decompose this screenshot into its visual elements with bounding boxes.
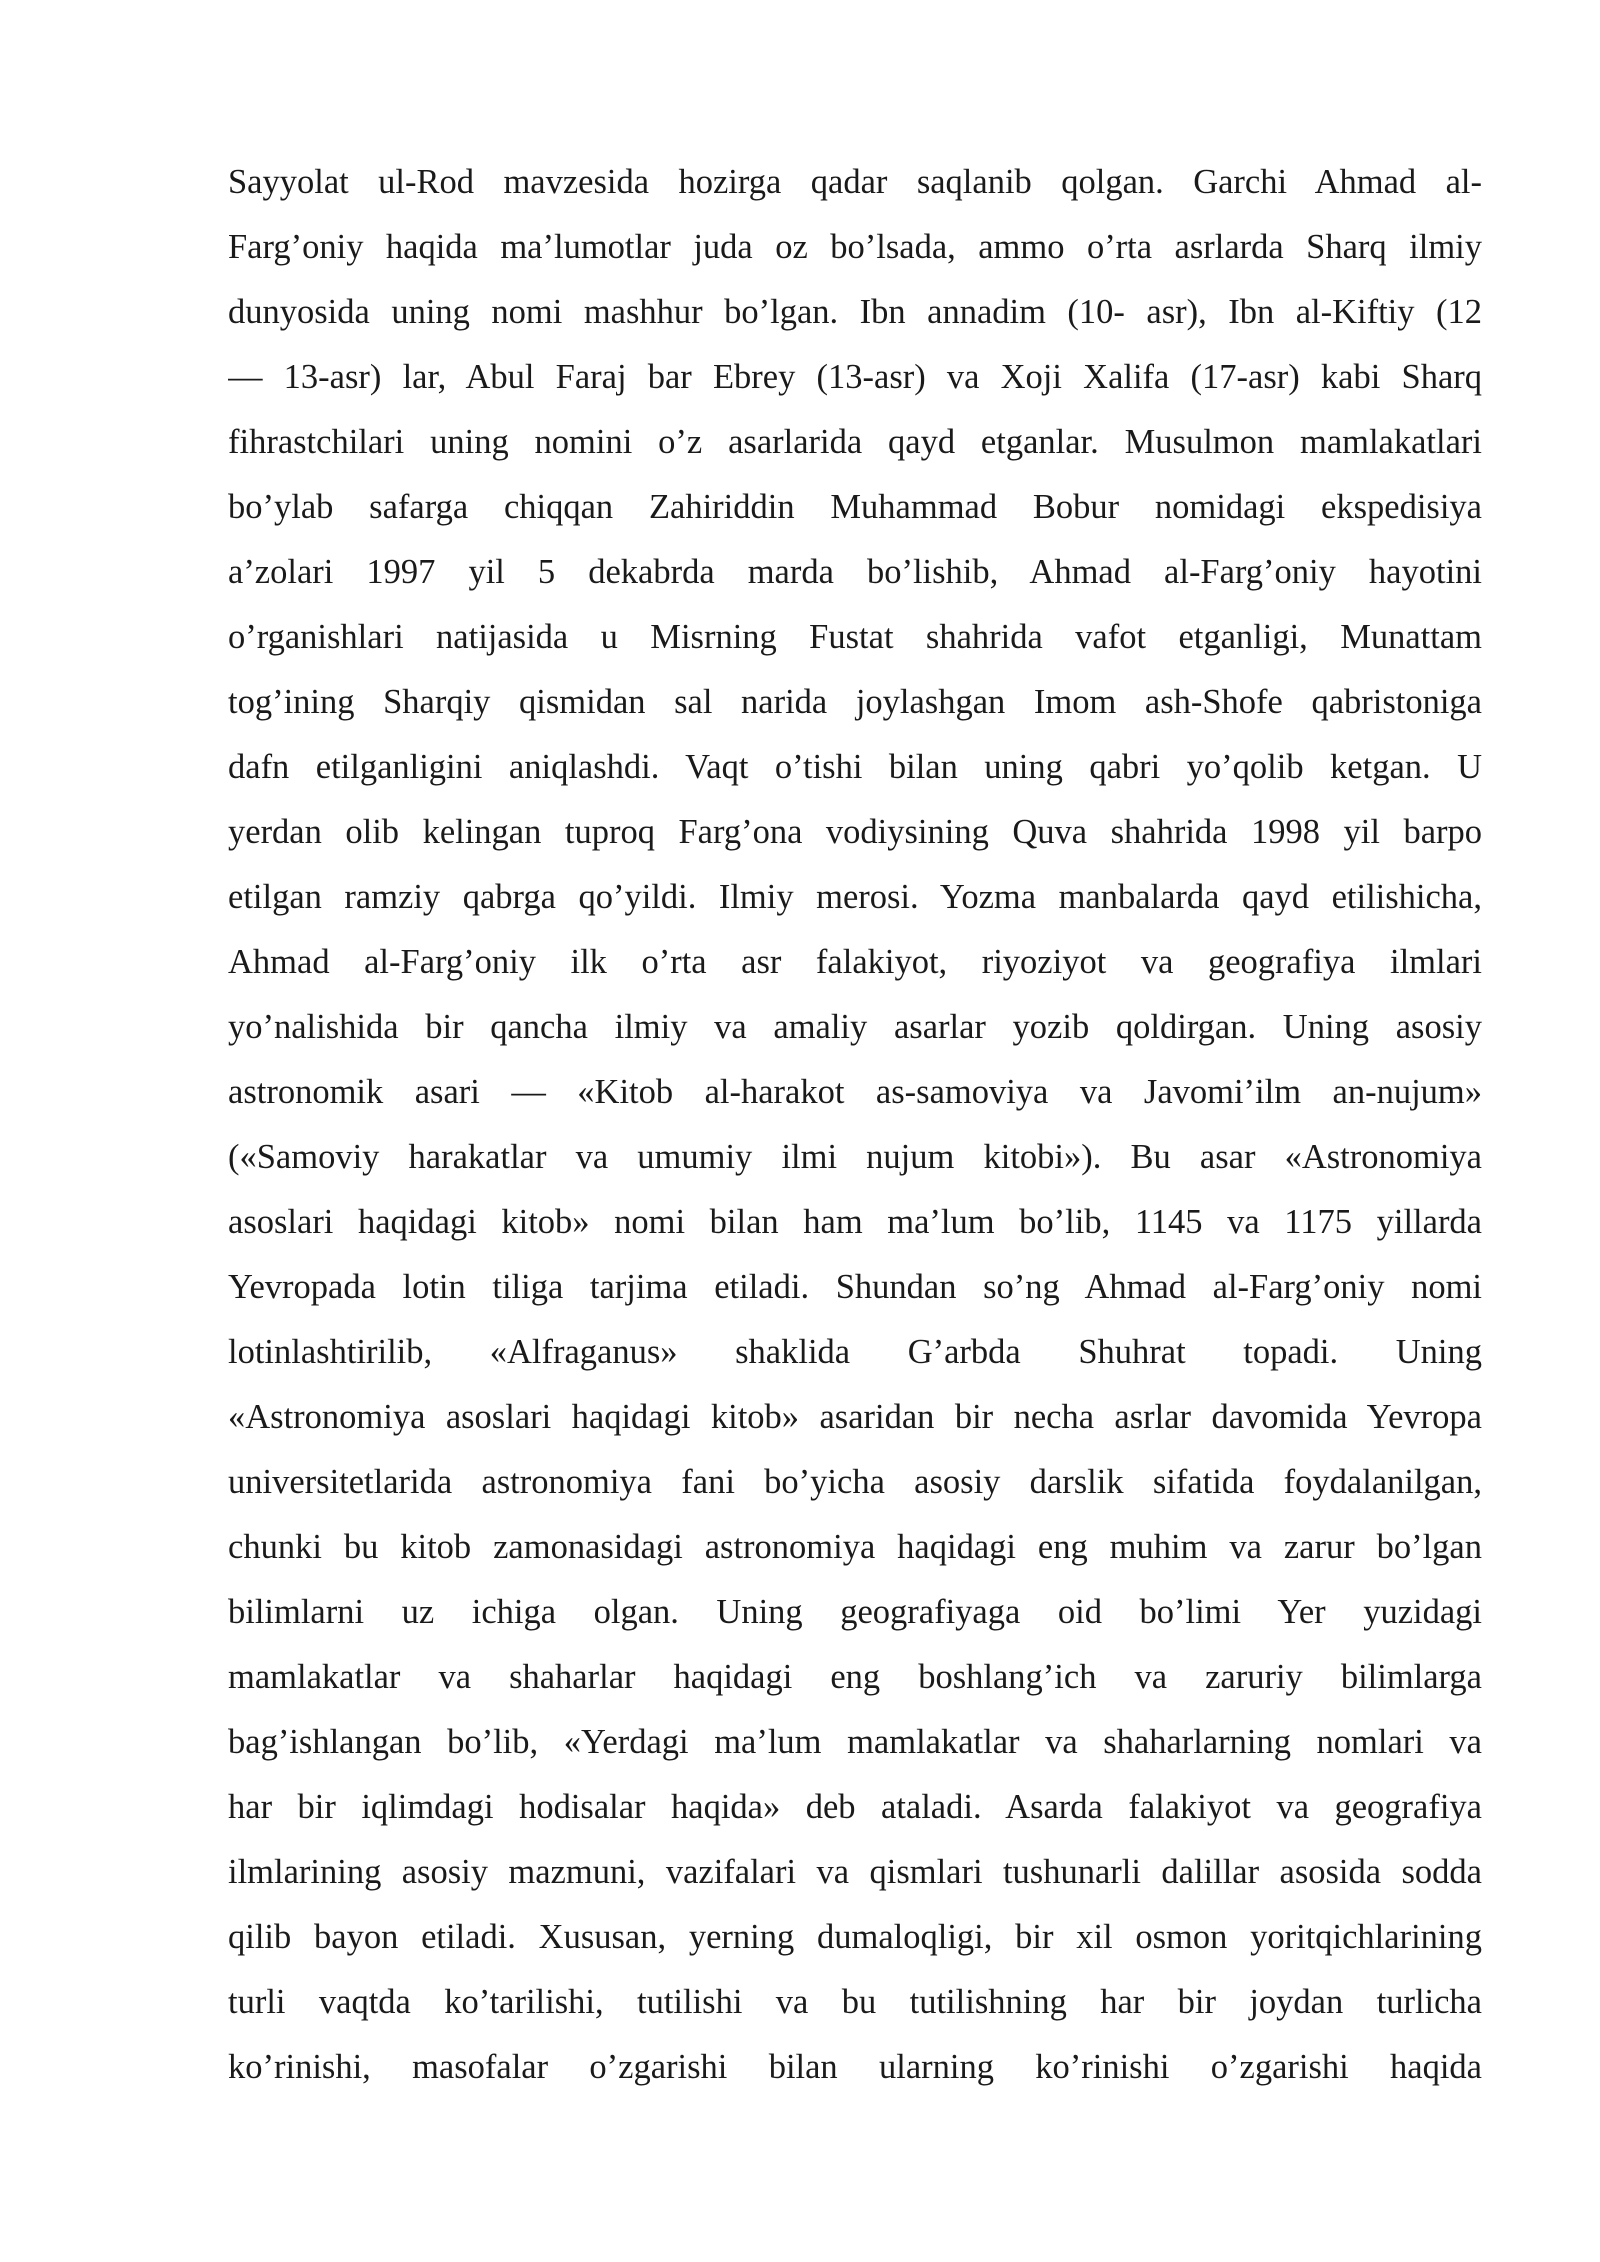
text-line: turli vaqtda ko’tarilishi, tutilishi va bu tutilishning har bir joydan turlicha: [228, 1983, 1482, 2021]
text-line: Sayyolat ul-Rod mavzesida hozirga qadar saqlanib qolgan. Garchi Ahmad al-: [228, 163, 1482, 201]
text-line: a’zolari 1997 yil 5 dekabrda marda bo’lishib, Ahmad al-Farg’oniy hayotini: [228, 553, 1482, 591]
text-line: — 13-asr) lar, Abul Faraj bar Ebrey (13-asr) va Xoji Xalifa (17-asr) kabi Sharq: [228, 358, 1482, 396]
text-line: etilgan ramziy qabrga qo’yildi. Ilmiy merosi. Yozma manbalarda qayd etilishicha,: [228, 878, 1482, 916]
text-line: yerdan olib kelingan tuproq Farg’ona vodiysining Quva shahrida 1998 yil barpo: [228, 813, 1482, 851]
text-line: asoslari haqidagi kitob» nomi bilan ham ma’lum bo’lib, 1145 va 1175 yillarda: [228, 1203, 1482, 1241]
text-line: «Astronomiya asoslari haqidagi kitob» asaridan bir necha asrlar davomida Yevropa: [228, 1398, 1482, 1436]
text-line: universitetlarida astronomiya fani bo’yicha asosiy darslik sifatida foydalanilgan,: [228, 1463, 1482, 1501]
text-line: qilib bayon etiladi. Xususan, yerning dumaloqligi, bir xil osmon yoritqichlarining: [228, 1918, 1482, 1956]
text-line: Farg’oniy haqida ma’lumotlar juda oz bo’lsada, ammo o’rta asrlarda Sharq ilmiy: [228, 228, 1482, 266]
text-line: Yevropada lotin tiliga tarjima etiladi. Shundan so’ng Ahmad al-Farg’oniy nomi: [228, 1268, 1482, 1306]
text-line: fihrastchilari uning nomini o’z asarlarida qayd etganlar. Musulmon mamlakatlari: [228, 423, 1482, 461]
text-line: ilmlarining asosiy mazmuni, vazifalari va qismlari tushunarli dalillar asosida sodda: [228, 1853, 1482, 1891]
text-line: o’rganishlari natijasida u Misrning Fustat shahrida vafot etganligi, Munattam: [228, 618, 1482, 656]
text-line: astronomik asari — «Kitob al-harakot as-samoviya va Javomi’ilm an-nujum»: [228, 1073, 1482, 1111]
text-line: chunki bu kitob zamonasidagi astronomiya haqidagi eng muhim va zarur bo’lgan: [228, 1528, 1482, 1566]
text-line: yo’nalishida bir qancha ilmiy va amaliy asarlar yozib qoldirgan. Uning asosiy: [228, 1008, 1482, 1046]
text-line: har bir iqlimdagi hodisalar haqida» deb ataladi. Asarda falakiyot va geografiya: [228, 1788, 1482, 1826]
text-line: dafn etilganligini aniqlashdi. Vaqt o’tishi bilan uning qabri yo’qolib ketgan. U: [228, 748, 1482, 786]
text-line: bilimlarni uz ichiga olgan. Uning geografiyaga oid bo’limi Yer yuzidagi: [228, 1593, 1482, 1631]
text-line: lotinlashtirilib, «Alfraganus» shaklida G’arbda Shuhrat topadi. Uning: [228, 1333, 1482, 1371]
text-line: mamlakatlar va shaharlar haqidagi eng boshlang’ich va zaruriy bilimlarga: [228, 1658, 1482, 1696]
text-line: bo’ylab safarga chiqqan Zahiriddin Muhammad Bobur nomidagi ekspedisiya: [228, 488, 1482, 526]
text-line: bag’ishlangan bo’lib, «Yerdagi ma’lum mamlakatlar va shaharlarning nomlari va: [228, 1723, 1482, 1761]
text-line: ko’rinishi, masofalar o’zgarishi bilan ularning ko’rinishi o’zgarishi haqida: [228, 2048, 1482, 2086]
text-line: Ahmad al-Farg’oniy ilk o’rta asr falakiyot, riyoziyot va geografiya ilmlari: [228, 943, 1482, 981]
body-text: [228, 150, 1482, 2100]
text-line: dunyosida uning nomi mashhur bo’lgan. Ibn annadim (10- asr), Ibn al-Kiftiy (12: [228, 293, 1482, 331]
text-line: tog’ining Sharqiy qismidan sal narida joylashgan Imom ash-Shofe qabristoniga: [228, 683, 1482, 721]
text-line: («Samoviy harakatlar va umumiy ilmi nujum kitobi»). Bu asar «Astronomiya: [228, 1138, 1482, 1176]
